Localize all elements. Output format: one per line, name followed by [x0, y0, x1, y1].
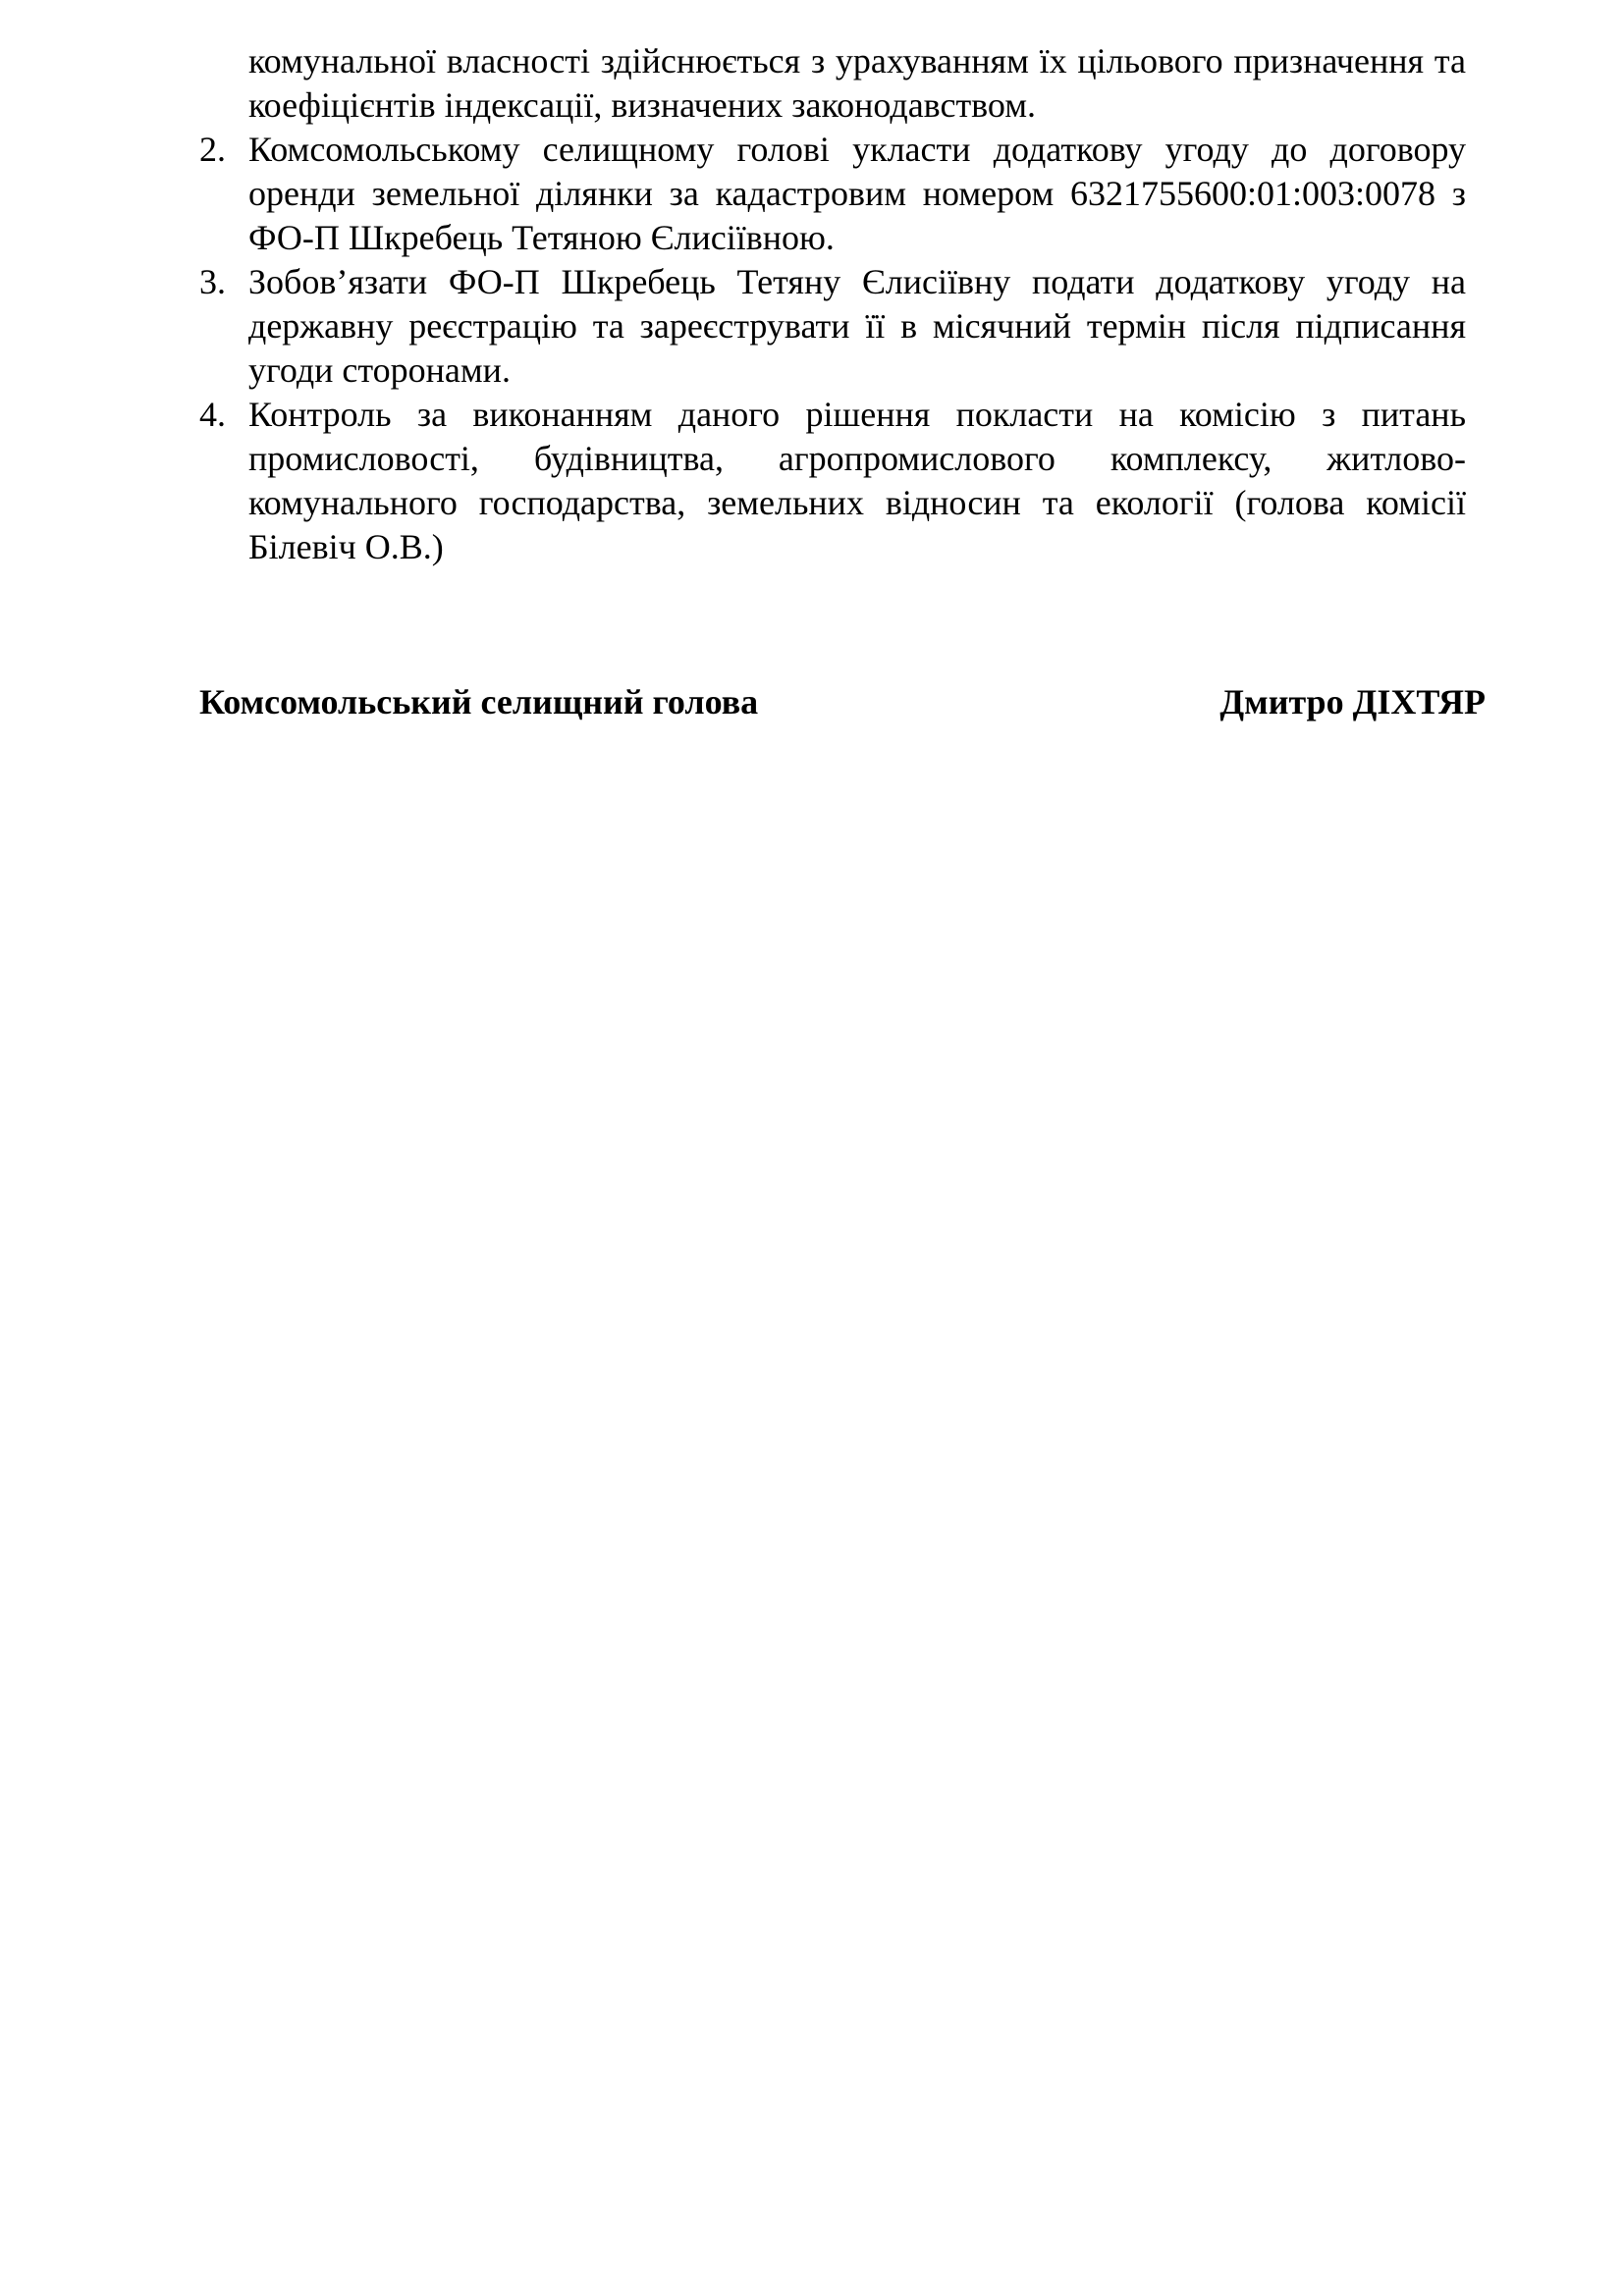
list-item — [199, 393, 1466, 569]
list-item — [199, 128, 1466, 260]
decision-body — [199, 39, 1466, 569]
item-number: 4. — [199, 395, 226, 434]
signature-block — [199, 680, 1486, 724]
item-number: 2. — [199, 130, 226, 169]
list-item — [199, 260, 1466, 393]
item-text: Контроль за виконанням даного рішення покласти на комісію з питань промисловості, будівництва, агропромислового комплексу, житлово-комунального господарства, земельних відносин та екології (голова комісії Білевіч О.В.) — [248, 395, 1466, 566]
item-text: Зобов’язати ФО-П Шкребець Тетяну Єлисіївну подати додаткову угоду на державну реєстрацію та зареєструвати її в місячний термін після підписання угоди сторонами. — [248, 262, 1466, 390]
item-text: Комсомольському селищному голові укласти додаткову угоду до договору оренди земельної ділянки за кадастровим номером 6321755600:01:003:0078 з ФО-П Шкребець Тетяною Єлисіївною. — [248, 130, 1466, 257]
signatory-name: Дмитро ДІХТЯР — [1219, 682, 1486, 721]
item-1-continuation: комунальної власності здійснюється з урахуванням їх цільового призначення та коефіцієнтів індексації, визначених законодавством. — [248, 41, 1466, 125]
signatory-position: Комсомольський селищний голова — [199, 682, 759, 721]
item-number: 3. — [199, 262, 226, 301]
